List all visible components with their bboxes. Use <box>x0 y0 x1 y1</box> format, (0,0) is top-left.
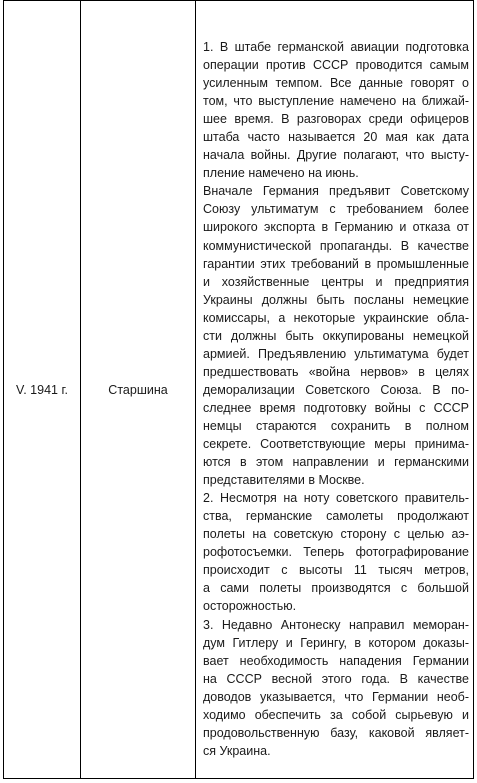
report-line: пление намечено на июнь. <box>203 166 359 181</box>
report-line: рофотосъемки. Теперь фотографирование <box>203 545 469 560</box>
report-line: немцы стараются сохранить в полном <box>203 418 469 433</box>
report-line: секрете. Соответствующие меры принима- <box>203 437 469 452</box>
report-text-cell <box>203 38 469 760</box>
report-line: операции против СССР проводится самым <box>203 58 469 73</box>
report-line: а сами полеты производятся с большой <box>203 581 469 596</box>
report-line: коммунистической пропаганды. В качестве <box>203 238 469 253</box>
report-line: 2. Несмотря на ноту советского правитель- <box>203 491 469 506</box>
source-cell <box>81 1 195 778</box>
report-line: Союзу ультиматум с требованием более <box>203 202 469 217</box>
report-line: сти должны быть оккупированы немецкой <box>203 328 469 343</box>
report-line: ются в этом направлении и германскими <box>203 455 469 470</box>
report-line: продовольственную базу, каковой являет- <box>203 725 469 740</box>
report-line: ходимо обеспечить за собой сырьевую и <box>203 707 469 722</box>
date-cell <box>4 1 80 778</box>
report-line: штаба часто называется 20 мая как дата <box>203 130 469 145</box>
report-line: 3. Недавно Антонеску направил меморан- <box>203 617 469 632</box>
report-line: и хозяйственные центры и предприятия <box>203 274 469 289</box>
report-line: армией. Предъявлению ультиматума будет <box>203 346 469 361</box>
column-divider <box>195 1 196 778</box>
document-table <box>3 0 474 779</box>
report-line: полеты на советскую сторону с целью аэ- <box>203 527 469 542</box>
report-line: происходит с высоты 11 тысяч метров, <box>203 563 469 578</box>
report-line: комиссары, а некоторые украинские обла- <box>203 310 469 325</box>
report-line: дум Гитлеру и Герингу, в котором доказы- <box>203 635 469 650</box>
report-line: усиленным темпом. Все данные говорят о <box>203 76 469 91</box>
report-line: 1. В штабе германской авиации подготовка <box>203 40 469 54</box>
report-line: Украины должны быть посланы немецкие <box>203 292 469 307</box>
source-text: Старшина <box>108 382 168 397</box>
report-line: гарантии этих требований в промышленные <box>203 256 469 271</box>
report-line: вает необходимость нападения Германии <box>203 653 469 668</box>
report-line: на СССР весной этого года. В качестве <box>203 671 469 686</box>
report-line: доводов указывается, что Германии необ- <box>203 689 469 704</box>
report-line: ства, германские самолеты продолжают <box>203 509 469 524</box>
date-text: V. 1941 г. <box>16 382 68 397</box>
report-line: Вначале Германия предъявит Советскому <box>203 184 469 199</box>
report-line: деморализации Советского Союза. В по- <box>203 382 469 397</box>
report-line: шее время. В разговорах среди офицеров <box>203 112 469 127</box>
report-line: том, что выступление намечено на ближай- <box>203 94 469 109</box>
report-line: следнее время подготовку войны с СССР <box>203 400 469 415</box>
report-line: представителями в Москве. <box>203 473 365 488</box>
report-line: начала войны. Другие полагают, что высту- <box>203 148 469 163</box>
report-line: ся Украина. <box>203 743 271 758</box>
report-line: широкого экспорта в Германию и отказа от <box>203 220 469 235</box>
report-line: осторожностью. <box>203 599 297 614</box>
report-line: предшествовать «война нервов» в целях <box>203 364 469 379</box>
